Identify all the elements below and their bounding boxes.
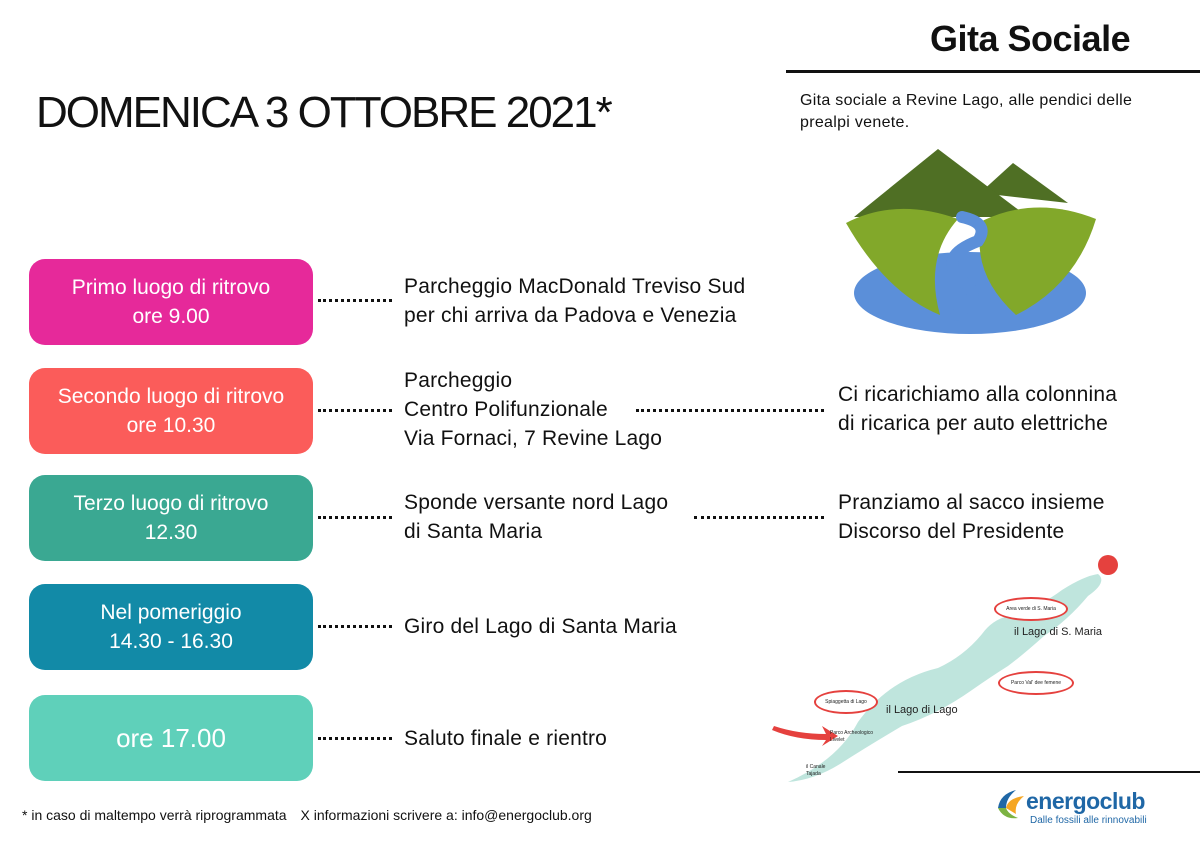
page-title: Gita Sociale [930,18,1131,59]
connector-4 [318,625,392,628]
lake-map [768,550,1128,790]
map-lake-upper-label: il Lago di S. Maria [1014,626,1103,638]
intro-text: Gita sociale a Revine Lago, alle pendici delle prealpi venete. [800,92,1133,131]
note-line: di ricarica per auto elettriche [838,412,1108,435]
meeting-point-1 [29,259,313,345]
final-time: ore 17.00 [116,722,226,753]
connector-3-note [694,516,824,519]
description-line: Giro del Lago di Santa Maria [404,615,677,638]
rain-note: * in caso di maltempo verrà riprogrammata [22,807,287,823]
meeting-point-3-title: Terzo luogo di ritrovo [73,492,269,515]
arrow-pointer [772,726,838,746]
map-spot-parco-val [998,671,1074,695]
logo-name: energoclub [1026,788,1145,814]
description-line: di Santa Maria [404,520,543,543]
final-description [404,724,607,753]
connector-2 [318,409,392,412]
meeting-point-3-description [404,488,668,546]
map-spot-label: Spiaggetta di Lago [825,699,867,705]
map-spot-parco-arch: Parco Archeologico Livelet [830,730,874,743]
description-line: Saluto finale e rientro [404,727,608,750]
footnote [22,807,592,823]
meeting-point-2-time: ore 10.30 [126,414,216,437]
mountain-river-illustration [840,145,1110,340]
meeting-point-3-note [838,488,1105,546]
info-note: X informazioni scrivere a: info@energoclub.org [300,807,592,823]
afternoon-time: 14.30 - 16.30 [109,630,233,653]
description-line: per chi arriva da Padova e Venezia [404,304,737,327]
meeting-point-2-note [838,380,1117,438]
note-line: Pranziamo al sacco insieme [838,491,1105,514]
meeting-point-1-time: ore 9.00 [132,305,210,328]
map-spot-label: Parco Val' dee femene [1010,680,1062,686]
meeting-point-1-description [404,272,745,330]
note-line: Discorso del Presidente [838,520,1065,543]
note-line: Ci ricarichiamo alla colonnina [838,383,1118,406]
description-line: Sponde versante nord Lago [404,491,669,514]
meeting-point-2-title: Secondo luogo di ritrovo [57,385,285,408]
meeting-point-2 [29,368,313,454]
description-line: Via Fornaci, 7 Revine Lago [404,427,663,450]
description-line: Parcheggio [404,369,513,392]
map-spot-spiaggetta [814,690,878,714]
connector-3 [318,516,392,519]
map-spot-area-verde [994,597,1068,621]
map-spot-canale: il Canale Tajada [806,764,826,777]
description-line: Parcheggio MacDonald Treviso Sud [404,275,746,298]
connector-5 [318,737,392,740]
meeting-point-1-title: Primo luogo di ritrovo [71,276,271,299]
final-time-block [29,695,313,781]
connector-2-note [636,409,824,412]
logo-tagline: Dalle fossili alle rinnovabili [1030,815,1147,826]
meeting-point-2-description [404,366,662,453]
description-line: Centro Polifunzionale [404,398,608,421]
connector-1 [318,299,392,302]
afternoon-description [404,612,677,641]
map-lake-lower-label: il Lago di Lago [886,704,958,716]
meeting-point-3 [29,475,313,561]
map-spot-label: Area verde di S. Maria [1006,606,1056,612]
footer-divider [898,771,1200,773]
afternoon-title: Nel pomeriggio [100,601,242,624]
meeting-point-3-time: 12.30 [144,521,198,544]
destination-marker [1098,555,1118,575]
event-date: DOMENICA 3 OTTOBRE 2021* [36,88,611,137]
header-divider [786,70,1200,73]
energoclub-logo-icon [994,788,1026,822]
afternoon-block [29,584,313,670]
